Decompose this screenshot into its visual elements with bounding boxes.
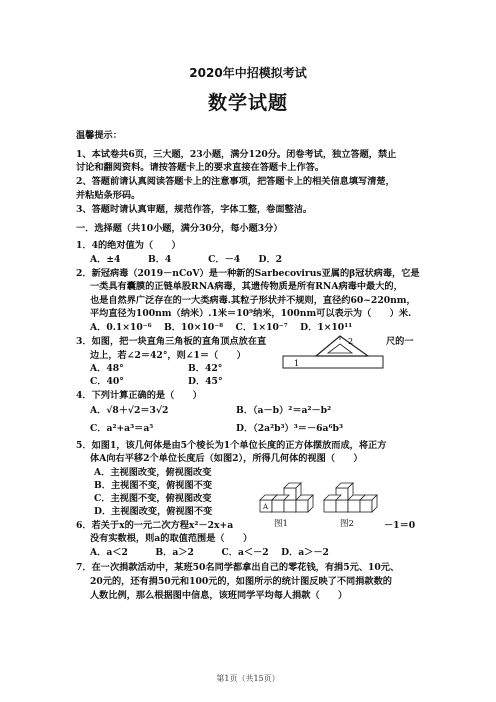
q5-fig1-label: 图1: [274, 519, 288, 529]
q3-line2: 边上，若∠2＝42°，则∠1＝（ ）: [90, 350, 246, 361]
q5-line2: 体A向右平移2个单位长度后（如图2），所得几何体的视图（ ）: [90, 453, 363, 464]
subject-title: 数学试题: [207, 92, 288, 114]
notice-item1-line1: 1、本试卷共6页，三大题，23小题，满分120分。闭卷考试，独立答题，禁止: [76, 149, 397, 160]
q5-option-d: D．主视图改变，俯视图不变: [94, 506, 213, 517]
q4-stem: 4．下列计算正确的是（ ）: [76, 390, 202, 401]
q3-fig-label-1: 1: [294, 359, 300, 368]
q4-option-a: A．√8＋√2＝3√2: [90, 405, 169, 416]
q7-line2: 20元的，还有捐50元和100元的，如图所示的统计图反映了不同捐款数的: [90, 576, 392, 587]
q3-fig-label-2: 2: [348, 337, 354, 346]
q5-cube-a-label: A: [263, 503, 269, 511]
q6-line1: 6．若关于x的一元二次方程x²－2x+a: [76, 520, 234, 531]
notice-item1-line2: 讨论和翻阅资料。请按答题卡上的要求直接在答题卡上作答。: [76, 162, 325, 173]
q7-line3: 人数比例，那么根据图中信息，该班同学平均每人捐款（ ）: [90, 590, 348, 601]
q2-line4: 平均直径为100nm（纳米）.1米＝10⁹纳米，100nm可以表示为（ ）米.: [90, 308, 412, 319]
q6-line2: 没有实数根，则a的取值范围是（ ）: [90, 533, 253, 544]
q4-option-d: D．（2a²b³）³＝－6a⁶b³: [236, 423, 343, 434]
q5-option-b: B．主视图不变，俯视图不变: [94, 480, 213, 491]
q5-figure-1: [260, 483, 313, 512]
q5-fig2-label: 图2: [340, 519, 354, 529]
q2-line1: 2．新冠病毒（2019－nCoV）是一种新的Sarbecovirus亚属的β冠状病毒，它是: [76, 268, 420, 279]
q3-option-b: B．42°: [188, 363, 223, 374]
q2-line2: 一类具有囊膜的正链单股RNA病毒，其遗传物质是所有RNA病毒中最大的，: [90, 281, 403, 292]
page-footer: 第1页（共15页）: [216, 674, 280, 683]
section1-title: 一．选择题（共10小题，满分30分，每小题3分）: [76, 223, 283, 234]
exam-title: 2020年中招模拟考试: [189, 66, 307, 80]
q3-ruler-triangle-figure: [282, 332, 386, 378]
q3-option-c: C．40°: [90, 376, 124, 387]
notice-heading: 温馨提示：: [76, 130, 122, 141]
q2-line3: 也是自然界广泛存在的一大类病毒.其粒子形状并不规则，直径约60~220nm，: [90, 295, 416, 306]
q7-line1: 7．在一次捐款活动中，某班50名同学都拿出自己的零花钱，有捐5元、10元、: [76, 562, 400, 573]
q3-line1: 3．如图，把一块直角三角板的直角顶点放在直: [76, 336, 267, 347]
q2-options: A．0.1×10⁻⁶ B．10×10⁻⁸ C．1×10⁻⁷ D．1×10¹¹: [90, 322, 353, 333]
notice-item3: 3、答题时请认真审题，规范作答，字体工整，卷面整洁。: [76, 204, 313, 215]
notice-item2-line1: 2、答题前请认真阅读答题卡上的注意事项，把答题卡上的相关信息填写清楚，: [76, 176, 395, 187]
q5-figure-2: [324, 483, 377, 512]
q5-option-a: A．主视图改变，俯视图改变: [94, 467, 212, 478]
q4-option-c: C．a²+a³＝a⁵: [90, 423, 154, 434]
q5-option-c: C．主视图不变，俯视图改变: [94, 493, 212, 504]
q5-line1: 5．如图1，该几何体是由5个棱长为1个单位长度的正方体摆放而成，将正方: [76, 440, 387, 451]
q4-option-b: B．（a－b）²＝a²－b²: [236, 405, 332, 416]
q3-option-a: A．48°: [90, 363, 124, 374]
q1-stem: 1．4的绝对值为（ ）: [76, 240, 181, 251]
q3-option-d: D．45°: [188, 376, 223, 387]
q6-line1-tail: －1＝0: [384, 520, 416, 531]
notice-item2-line2: 并粘贴条形码。: [76, 190, 141, 201]
q6-options: A．a＜2 B．a＞2 C．a＜－2 D．a＞－2: [90, 547, 329, 558]
q3-line1-tail: 尺的一: [386, 336, 414, 347]
q1-options: A．±4 B．4 C．－4 D．2: [90, 254, 283, 265]
